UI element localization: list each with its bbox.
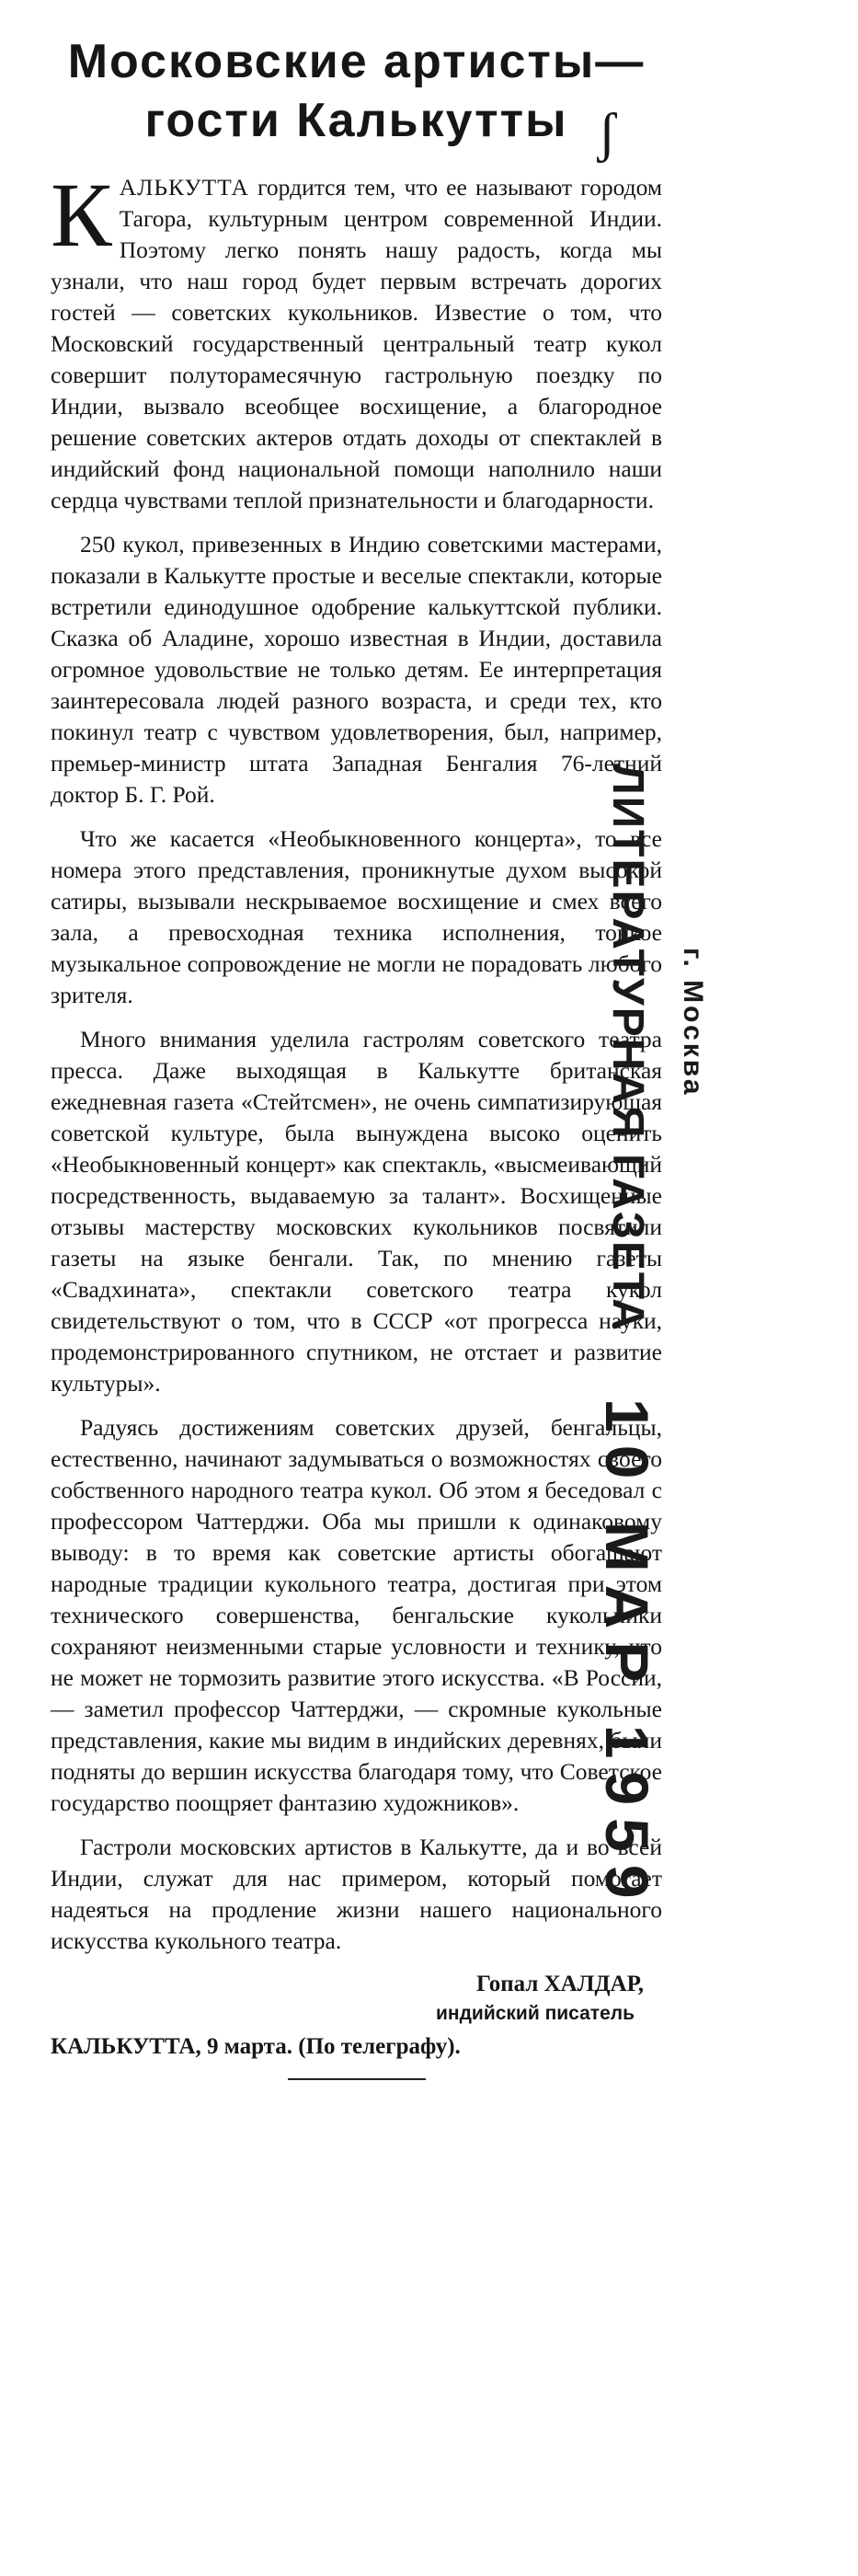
stamp-city: г. Москва bbox=[678, 948, 708, 1098]
stamp-date: 10 МАР 1959 bbox=[593, 1398, 661, 1912]
paragraph-1-text: гордится тем, что ее называют городом Тагора, культурным центром современной Индии. Поэтому легко понять нашу радость, когда мы узнали, что наш город будет первым встречать дорогих гостей — советских кукольников. Известие о том, что Московский государственный центральный театр кукол совершит полуторамесячную гастрольную поездку по Индии, вызвало всеобщее восхищение, а благородное решение советских актеров отдать доходы от спектаклей в индийский фонд национальной помощи наполнило наши сердца чувствами теплой признательности и благодарности. bbox=[51, 174, 662, 513]
article-headline bbox=[51, 32, 662, 150]
newspaper-clipping bbox=[51, 32, 662, 2080]
article-paragraph-2: 250 кукол, привезенных в Индию советскими мастерами, показали в Калькутте простые и веселые спектакли, которые встретили единодушное одобрение калькуттской публики. Сказка об Аладине, хорошо известная в Индии, доставила огромное удовольствие не только детям. Ее интерпретация заинтересовала людей разного возраста, и среди тех, кто покинул театр с чувством удовлетворения, был, например, премьер-министр штата Западная Бенгалия 76-летний доктор Б. Г. Рой. bbox=[51, 531, 662, 808]
article-paragraph-5: Радуясь достижениям советских друзей, бенгальцы, естественно, начинают задумываться о возможностях своего собственного народного театра кукол. Об этом я беседовал с профессором Чаттерджи. Оба мы пришли к одинаковому выводу: в то время как советские артисты обогащают народные традиции кукольного театра, достигая при этом технического совершенства, бенгальские кукольники сохраняют неизменными старые условности и технику, что не может не тормозить развитие этого искусства. «В России, — заметил профессор Чаттерджи, — скромные кукольные представления, какие мы видим в индийских деревнях, были подняты до вершин искусства благодаря тому, что Советское государство поощряет фантазию художников». bbox=[51, 1414, 662, 1816]
lead-word: АЛЬКУТТА bbox=[119, 174, 249, 201]
end-rule bbox=[288, 2078, 426, 2080]
article-paragraph-1 bbox=[51, 164, 662, 516]
article-paragraph-4: Много внимания уделила гастролям советского театра пресса. Даже выходящая в Калькутте британская ежедневная газета «Стейтсмен», не очень симпатизирующая советской культуре, была вынуждена высоко оценить «Необыкновенный концерт» как спектакль, «высмеивающий посредственность, выдаваемую за талант». Восхищенные отзывы мастерству московских кукольников посвятили газеты на языке бенгали. Так, по мнению газеты «Свадхината», спектакли советского театра кукол свидетельствуют о том, что в СССР «от прогресса науки, продемонстрированного спутником, не отстает и развитие культуры». bbox=[51, 1026, 662, 1397]
margin-pencil-mark: ʃ bbox=[598, 102, 616, 163]
drop-cap: К bbox=[51, 164, 112, 266]
author-title: индийский писатель bbox=[435, 2003, 635, 2024]
stamp-paper-name: ЛИТЕРАТУРНАЯ ГАЗЕТА bbox=[603, 764, 652, 1332]
author-name: Гопал ХАЛДАР, bbox=[476, 1972, 644, 1996]
article-paragraph-3: Что же касается «Необыкновенного концерта», то все номера этого представления, проникнутые духом высокой сатиры, вызывали нескрываемое восхищение и смех всего зала, а превосходная техника исполнения, тонкое музыкальное сопровождение не могли не порадовать любого зрителя. bbox=[51, 825, 662, 1008]
article-paragraph-6: Гастроли московских артистов в Калькутте, да и во всей Индии, служат для нас примером, который помогает надеяться на продление жизни нашего национального искусства кукольного театра. bbox=[51, 1834, 662, 1954]
dateline: КАЛЬКУТТА, 9 марта. (По телеграфу). bbox=[51, 2034, 461, 2059]
headline-line-2: гости Калькутты bbox=[144, 94, 568, 147]
headline-line-1: Московские артисты— bbox=[67, 35, 646, 88]
article-body bbox=[51, 164, 662, 1957]
article-signature bbox=[51, 1970, 662, 2062]
